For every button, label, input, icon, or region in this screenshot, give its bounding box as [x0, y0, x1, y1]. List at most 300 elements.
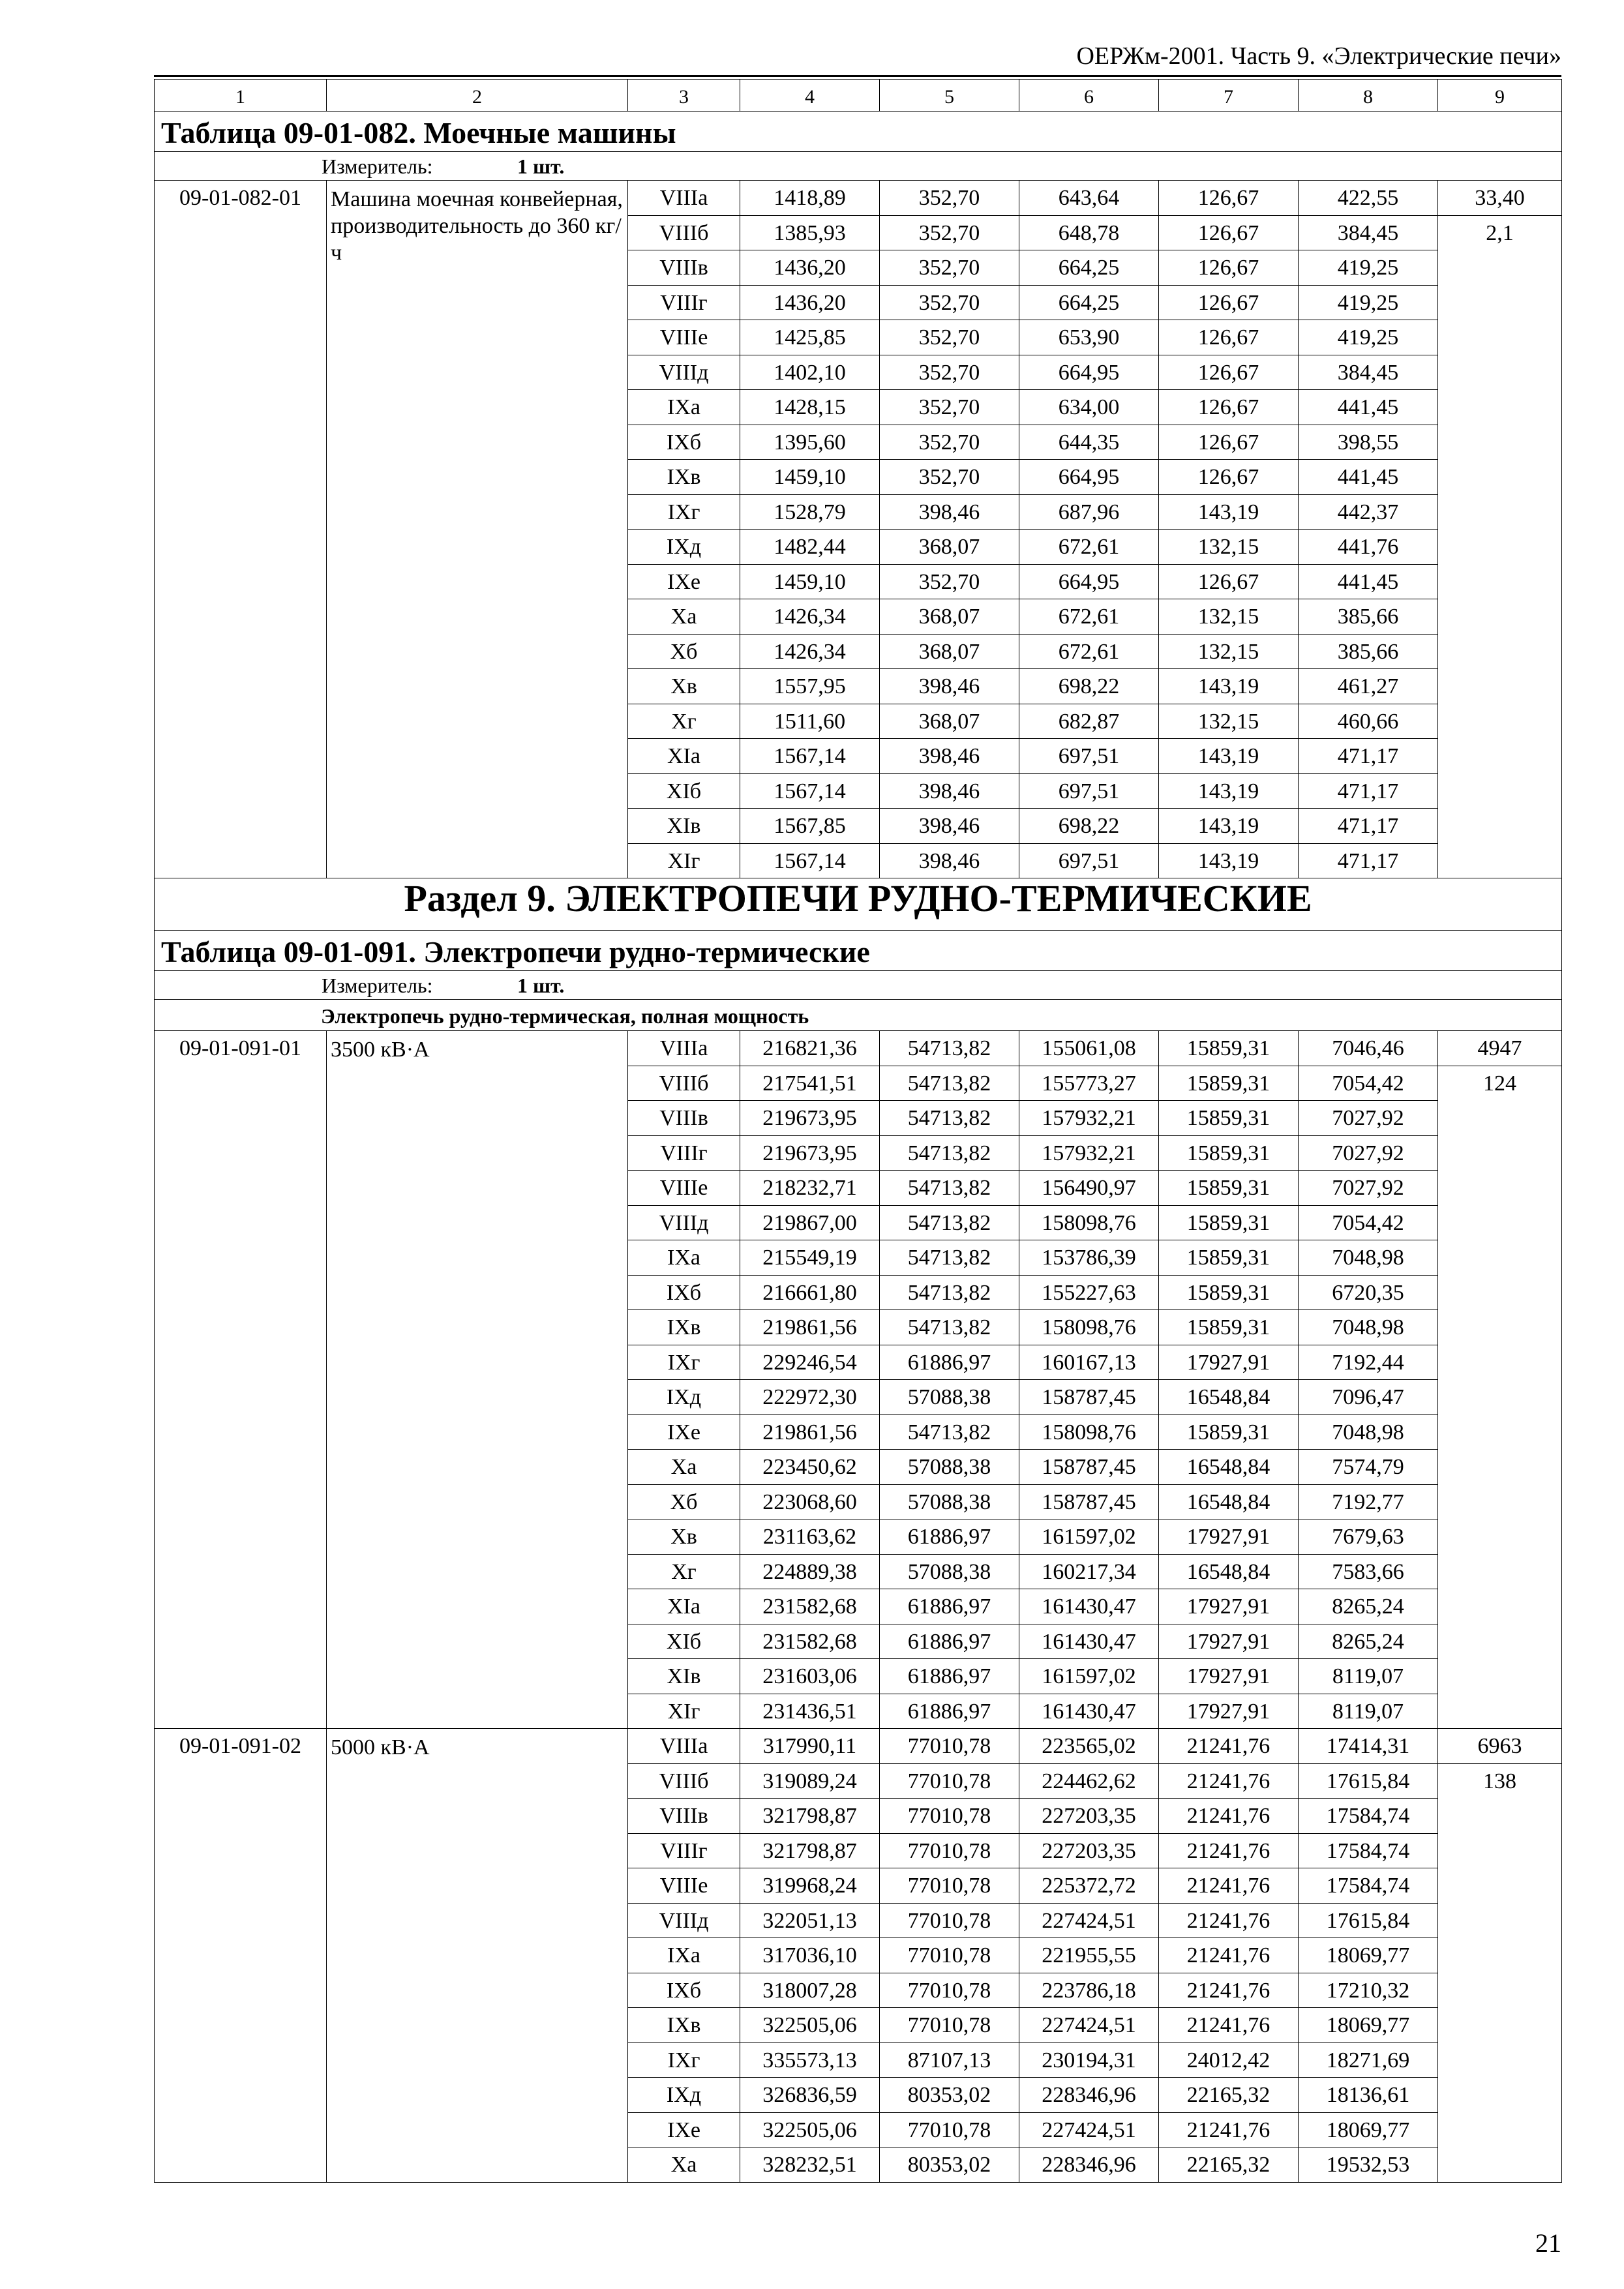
price-cell: 224462,62	[1019, 1763, 1159, 1799]
price-cell: 634,00	[1019, 390, 1159, 425]
price-cell: 54713,82	[880, 1205, 1019, 1240]
price-cell: 21241,76	[1159, 1903, 1299, 1938]
price-cell: 1426,34	[740, 599, 880, 635]
price-cell: 1567,14	[740, 773, 880, 809]
price-cell: 87107,13	[880, 2042, 1019, 2078]
price-cell: 328232,51	[740, 2147, 880, 2183]
price-cell: 57088,38	[880, 1484, 1019, 1519]
price-cell: 155227,63	[1019, 1275, 1159, 1310]
price-cell: 16548,84	[1159, 1484, 1299, 1519]
price-cell: 7048,98	[1299, 1240, 1438, 1276]
price-cell: 231582,68	[740, 1589, 880, 1624]
subheading-row	[155, 1000, 1562, 1031]
price-cell: 161430,47	[1019, 1589, 1159, 1624]
price-cell: 1395,60	[740, 425, 880, 460]
zone-cell: ХIв	[628, 1659, 740, 1694]
price-cell: 7048,98	[1299, 1310, 1438, 1345]
price-cell: 61886,97	[880, 1589, 1019, 1624]
price-cell: 15859,31	[1159, 1101, 1299, 1136]
price-cell: 441,45	[1299, 390, 1438, 425]
price-cell: 15859,31	[1159, 1310, 1299, 1345]
table-row	[155, 1031, 1562, 1066]
price-cell: 321798,87	[740, 1799, 880, 1834]
price-table-body	[155, 80, 1562, 2183]
price-cell: 7679,63	[1299, 1519, 1438, 1555]
price-cell: 231582,68	[740, 1624, 880, 1659]
price-cell: 57088,38	[880, 1380, 1019, 1415]
zone-cell: ХIг	[628, 843, 740, 878]
price-cell: 664,25	[1019, 250, 1159, 286]
price-cell: 8119,07	[1299, 1694, 1438, 1729]
col-number: 8	[1299, 80, 1438, 112]
measure-value: 1 шт.	[517, 974, 565, 997]
price-cell: 7048,98	[1299, 1414, 1438, 1450]
price-cell: 231163,62	[740, 1519, 880, 1555]
price-cell: 219867,00	[740, 1205, 880, 1240]
table-row	[155, 181, 1562, 216]
item-code: 09-01-091-01	[155, 1031, 327, 1729]
price-cell: 126,67	[1159, 390, 1299, 425]
price-cell: 1567,14	[740, 843, 880, 878]
col-number: 3	[628, 80, 740, 112]
price-cell: 8119,07	[1299, 1659, 1438, 1694]
price-cell: 61886,97	[880, 1659, 1019, 1694]
price-cell: 153786,39	[1019, 1240, 1159, 1276]
price-cell: 61886,97	[880, 1519, 1019, 1555]
price-cell: 1528,79	[740, 494, 880, 530]
col-number: 6	[1019, 80, 1159, 112]
price-cell: 1402,10	[740, 355, 880, 390]
zone-cell: VIIIе	[628, 1171, 740, 1206]
price-cell: 653,90	[1019, 320, 1159, 355]
price-cell: 352,70	[880, 390, 1019, 425]
price-cell: 219861,56	[740, 1310, 880, 1345]
price-cell: 471,17	[1299, 739, 1438, 774]
price-cell: 157932,21	[1019, 1135, 1159, 1171]
price-cell: 441,45	[1299, 460, 1438, 495]
col-number: 1	[155, 80, 327, 112]
price-cell: 228346,96	[1019, 2147, 1159, 2183]
price-cell: 223786,18	[1019, 1973, 1159, 2008]
zone-cell: VIIIд	[628, 1903, 740, 1938]
price-cell: 471,17	[1299, 809, 1438, 844]
price-cell: 1557,95	[740, 669, 880, 704]
price-cell: 77010,78	[880, 2008, 1019, 2043]
price-cell: 422,55	[1299, 181, 1438, 216]
price-cell: 352,70	[880, 460, 1019, 495]
price-cell: 1511,60	[740, 704, 880, 739]
col9-value: 4947	[1438, 1031, 1562, 1066]
price-cell: 1482,44	[740, 530, 880, 565]
price-cell: 17927,91	[1159, 1589, 1299, 1624]
price-cell: 21241,76	[1159, 1799, 1299, 1834]
price-cell: 17584,74	[1299, 1799, 1438, 1834]
zone-cell: VIIIв	[628, 1101, 740, 1136]
zone-cell: ХIг	[628, 1694, 740, 1729]
measure-row	[155, 152, 1562, 181]
price-cell: 471,17	[1299, 773, 1438, 809]
zone-cell: VIIIа	[628, 1031, 740, 1066]
price-cell: 1385,93	[740, 215, 880, 250]
price-cell: 126,67	[1159, 285, 1299, 320]
item-name: 5000 кВ·А	[327, 1729, 628, 2183]
table-title-row	[155, 931, 1562, 971]
price-cell: 54713,82	[880, 1414, 1019, 1450]
price-cell: 398,46	[880, 739, 1019, 774]
price-cell: 7054,42	[1299, 1066, 1438, 1101]
price-cell: 17615,84	[1299, 1903, 1438, 1938]
zone-cell: VIIIб	[628, 1066, 740, 1101]
column-number-row	[155, 80, 1562, 112]
price-cell: 398,46	[880, 669, 1019, 704]
price-cell: 643,64	[1019, 181, 1159, 216]
price-cell: 419,25	[1299, 320, 1438, 355]
price-cell: 158787,45	[1019, 1484, 1159, 1519]
price-cell: 17414,31	[1299, 1729, 1438, 1764]
price-cell: 132,15	[1159, 634, 1299, 669]
price-cell: 221955,55	[1019, 1938, 1159, 1973]
price-cell: 217541,51	[740, 1066, 880, 1101]
price-cell: 21241,76	[1159, 1763, 1299, 1799]
price-cell: 15859,31	[1159, 1240, 1299, 1276]
col9-value: 138	[1438, 1763, 1562, 2182]
price-cell: 7027,92	[1299, 1171, 1438, 1206]
price-cell: 21241,76	[1159, 1973, 1299, 2008]
zone-cell: ХIб	[628, 773, 740, 809]
price-cell: 54713,82	[880, 1031, 1019, 1066]
price-cell: 158098,76	[1019, 1310, 1159, 1345]
price-cell: 352,70	[880, 181, 1019, 216]
col9-value: 33,40	[1438, 181, 1562, 216]
col9-value: 6963	[1438, 1729, 1562, 1764]
price-cell: 17210,32	[1299, 1973, 1438, 2008]
price-cell: 352,70	[880, 285, 1019, 320]
price-cell: 15859,31	[1159, 1135, 1299, 1171]
price-cell: 227424,51	[1019, 2112, 1159, 2147]
zone-cell: IХа	[628, 390, 740, 425]
price-cell: 158787,45	[1019, 1380, 1159, 1415]
price-cell: 54713,82	[880, 1171, 1019, 1206]
price-cell: 61886,97	[880, 1345, 1019, 1380]
price-cell: 352,70	[880, 425, 1019, 460]
measure-cell	[155, 971, 1562, 1000]
price-cell: 21241,76	[1159, 1938, 1299, 1973]
zone-cell: IХд	[628, 2078, 740, 2113]
price-cell: 7096,47	[1299, 1380, 1438, 1415]
price-cell: 161597,02	[1019, 1659, 1159, 1694]
col-number: 7	[1159, 80, 1299, 112]
price-cell: 352,70	[880, 564, 1019, 599]
zone-cell: VIIIе	[628, 320, 740, 355]
price-cell: 77010,78	[880, 1799, 1019, 1834]
price-cell: 19532,53	[1299, 2147, 1438, 2183]
price-cell: 218232,71	[740, 1171, 880, 1206]
zone-cell: VIIIг	[628, 1833, 740, 1868]
price-cell: 24012,42	[1159, 2042, 1299, 2078]
measure-cell	[155, 152, 1562, 181]
price-cell: 54713,82	[880, 1310, 1019, 1345]
price-cell: 222972,30	[740, 1380, 880, 1415]
measure-label: Измеритель:	[322, 974, 433, 997]
price-cell: 61886,97	[880, 1694, 1019, 1729]
price-cell: 322505,06	[740, 2112, 880, 2147]
col-number: 2	[327, 80, 628, 112]
price-cell: 698,22	[1019, 809, 1159, 844]
table-row	[155, 1729, 1562, 1764]
price-cell: 398,46	[880, 773, 1019, 809]
price-cell: 126,67	[1159, 320, 1299, 355]
price-cell: 17615,84	[1299, 1763, 1438, 1799]
price-cell: 54713,82	[880, 1066, 1019, 1101]
price-cell: 126,67	[1159, 460, 1299, 495]
header-rule	[154, 75, 1561, 77]
price-cell: 368,07	[880, 530, 1019, 565]
price-cell: 219673,95	[740, 1135, 880, 1171]
zone-cell: VIIIа	[628, 181, 740, 216]
zone-cell: Хв	[628, 669, 740, 704]
zone-cell: VIIIв	[628, 250, 740, 286]
price-cell: 352,70	[880, 250, 1019, 286]
price-cell: 22165,32	[1159, 2147, 1299, 2183]
price-cell: 54713,82	[880, 1275, 1019, 1310]
price-cell: 398,46	[880, 494, 1019, 530]
price-cell: 317990,11	[740, 1729, 880, 1764]
price-cell: 697,51	[1019, 773, 1159, 809]
zone-cell: IХв	[628, 1310, 740, 1345]
price-cell: 419,25	[1299, 285, 1438, 320]
price-cell: 216821,36	[740, 1031, 880, 1066]
price-cell: 143,19	[1159, 809, 1299, 844]
price-cell: 143,19	[1159, 494, 1299, 530]
price-cell: 77010,78	[880, 1938, 1019, 1973]
zone-cell: IХб	[628, 1275, 740, 1310]
zone-cell: Ха	[628, 599, 740, 635]
price-cell: 155061,08	[1019, 1031, 1159, 1066]
zone-cell: Хв	[628, 1519, 740, 1555]
price-cell: 1436,20	[740, 285, 880, 320]
zone-cell: VIIIе	[628, 1868, 740, 1904]
price-cell: 57088,38	[880, 1450, 1019, 1485]
price-cell: 15859,31	[1159, 1066, 1299, 1101]
price-cell: 18069,77	[1299, 2112, 1438, 2147]
zone-cell: VIIIг	[628, 285, 740, 320]
price-cell: 77010,78	[880, 1903, 1019, 1938]
price-cell: 158098,76	[1019, 1414, 1159, 1450]
price-cell: 368,07	[880, 704, 1019, 739]
zone-cell: VIIIб	[628, 215, 740, 250]
price-table-container	[154, 79, 1561, 2183]
price-cell: 224889,38	[740, 1554, 880, 1589]
col9-value: 124	[1438, 1066, 1562, 1729]
price-cell: 644,35	[1019, 425, 1159, 460]
price-cell: 21241,76	[1159, 2008, 1299, 2043]
price-cell: 384,45	[1299, 215, 1438, 250]
price-cell: 17927,91	[1159, 1345, 1299, 1380]
price-cell: 160167,13	[1019, 1345, 1159, 1380]
price-cell: 1418,89	[740, 181, 880, 216]
page-number: 21	[1535, 2228, 1561, 2258]
price-cell: 7046,46	[1299, 1031, 1438, 1066]
price-cell: 697,51	[1019, 843, 1159, 878]
item-name: Машина моечная конвейерная, производительность до 360 кг/ч	[327, 181, 628, 878]
price-cell: 398,46	[880, 809, 1019, 844]
price-cell: 126,67	[1159, 181, 1299, 216]
table-title: Таблица 09-01-082. Моечные машины	[155, 112, 1562, 152]
price-cell: 672,61	[1019, 634, 1159, 669]
price-cell: 322505,06	[740, 2008, 880, 2043]
price-cell: 21241,76	[1159, 2112, 1299, 2147]
price-cell: 227424,51	[1019, 2008, 1159, 2043]
price-cell: 225372,72	[1019, 1868, 1159, 1904]
price-cell: 15859,31	[1159, 1275, 1299, 1310]
price-cell: 664,95	[1019, 460, 1159, 495]
price-cell: 419,25	[1299, 250, 1438, 286]
col-number: 4	[740, 80, 880, 112]
subheading: Электропечь рудно-термическая, полная мощность	[155, 1000, 1562, 1031]
price-cell: 126,67	[1159, 425, 1299, 460]
price-cell: 61886,97	[880, 1624, 1019, 1659]
zone-cell: VIIIв	[628, 1799, 740, 1834]
price-cell: 1567,14	[740, 739, 880, 774]
price-cell: 219861,56	[740, 1414, 880, 1450]
table-title: Таблица 09-01-091. Электропечи рудно-термические	[155, 931, 1562, 971]
price-cell: 17584,74	[1299, 1833, 1438, 1868]
price-cell: 16548,84	[1159, 1380, 1299, 1415]
zone-cell: IХг	[628, 494, 740, 530]
zone-cell: IХд	[628, 1380, 740, 1415]
price-cell: 80353,02	[880, 2147, 1019, 2183]
price-cell: 672,61	[1019, 530, 1159, 565]
price-cell: 326836,59	[740, 2078, 880, 2113]
price-cell: 18136,61	[1299, 2078, 1438, 2113]
item-code: 09-01-082-01	[155, 181, 327, 878]
price-cell: 319089,24	[740, 1763, 880, 1799]
col9-value: 2,1	[1438, 215, 1562, 878]
price-cell: 6720,35	[1299, 1275, 1438, 1310]
price-cell: 317036,10	[740, 1938, 880, 1973]
price-cell: 7027,92	[1299, 1135, 1438, 1171]
price-cell: 319968,24	[740, 1868, 880, 1904]
price-cell: 398,46	[880, 843, 1019, 878]
price-cell: 1459,10	[740, 564, 880, 599]
zone-cell: Хг	[628, 704, 740, 739]
price-cell: 17927,91	[1159, 1694, 1299, 1729]
zone-cell: IХг	[628, 1345, 740, 1380]
price-cell: 441,45	[1299, 564, 1438, 599]
zone-cell: Хг	[628, 1554, 740, 1589]
price-cell: 648,78	[1019, 215, 1159, 250]
price-cell: 77010,78	[880, 1973, 1019, 2008]
price-cell: 687,96	[1019, 494, 1159, 530]
price-cell: 1567,85	[740, 809, 880, 844]
price-cell: 219673,95	[740, 1101, 880, 1136]
zone-cell: VIIIа	[628, 1729, 740, 1764]
price-cell: 161430,47	[1019, 1694, 1159, 1729]
zone-cell: IХг	[628, 2042, 740, 2078]
price-cell: 126,67	[1159, 215, 1299, 250]
price-cell: 161597,02	[1019, 1519, 1159, 1555]
zone-cell: IХб	[628, 425, 740, 460]
price-cell: 672,61	[1019, 599, 1159, 635]
price-cell: 385,66	[1299, 634, 1438, 669]
price-cell: 77010,78	[880, 1763, 1019, 1799]
zone-cell: VIIIд	[628, 355, 740, 390]
price-cell: 442,37	[1299, 494, 1438, 530]
zone-cell: IХд	[628, 530, 740, 565]
price-cell: 17927,91	[1159, 1519, 1299, 1555]
price-cell: 18069,77	[1299, 1938, 1438, 1973]
price-cell: 7054,42	[1299, 1205, 1438, 1240]
price-cell: 8265,24	[1299, 1589, 1438, 1624]
price-cell: 21241,76	[1159, 1729, 1299, 1764]
price-cell: 21241,76	[1159, 1868, 1299, 1904]
price-cell: 15859,31	[1159, 1414, 1299, 1450]
price-cell: 384,45	[1299, 355, 1438, 390]
price-cell: 126,67	[1159, 564, 1299, 599]
price-cell: 664,95	[1019, 564, 1159, 599]
price-cell: 229246,54	[740, 1345, 880, 1380]
price-cell: 7192,77	[1299, 1484, 1438, 1519]
zone-cell: VIIIд	[628, 1205, 740, 1240]
price-cell: 352,70	[880, 355, 1019, 390]
section-row	[155, 878, 1562, 931]
price-cell: 231436,51	[740, 1694, 880, 1729]
price-cell: 230194,31	[1019, 2042, 1159, 2078]
price-cell: 156490,97	[1019, 1171, 1159, 1206]
price-cell: 697,51	[1019, 739, 1159, 774]
price-cell: 21241,76	[1159, 1833, 1299, 1868]
price-cell: 77010,78	[880, 1833, 1019, 1868]
price-cell: 126,67	[1159, 355, 1299, 390]
price-cell: 7192,44	[1299, 1345, 1438, 1380]
price-cell: 143,19	[1159, 669, 1299, 704]
zone-cell: ХIб	[628, 1624, 740, 1659]
measure-value: 1 шт.	[517, 155, 565, 178]
price-cell: 1459,10	[740, 460, 880, 495]
price-cell: 682,87	[1019, 704, 1159, 739]
price-cell: 441,76	[1299, 530, 1438, 565]
price-cell: 223565,02	[1019, 1729, 1159, 1764]
price-cell: 80353,02	[880, 2078, 1019, 2113]
price-cell: 18069,77	[1299, 2008, 1438, 2043]
measure-label: Измеритель:	[322, 155, 433, 178]
price-cell: 143,19	[1159, 773, 1299, 809]
item-name: 3500 кВ·А	[327, 1031, 628, 1729]
price-cell: 157932,21	[1019, 1101, 1159, 1136]
price-cell: 57088,38	[880, 1554, 1019, 1589]
price-cell: 160217,34	[1019, 1554, 1159, 1589]
price-cell: 698,22	[1019, 669, 1159, 704]
price-cell: 7574,79	[1299, 1450, 1438, 1485]
item-code: 09-01-091-02	[155, 1729, 327, 2183]
price-cell: 54713,82	[880, 1135, 1019, 1171]
col-number: 5	[880, 80, 1019, 112]
price-cell: 132,15	[1159, 704, 1299, 739]
price-cell: 132,15	[1159, 599, 1299, 635]
zone-cell: Ха	[628, 2147, 740, 2183]
price-cell: 8265,24	[1299, 1624, 1438, 1659]
price-cell: 77010,78	[880, 2112, 1019, 2147]
zone-cell: IХв	[628, 2008, 740, 2043]
price-cell: 227203,35	[1019, 1833, 1159, 1868]
price-cell: 161430,47	[1019, 1624, 1159, 1659]
price-cell: 318007,28	[740, 1973, 880, 2008]
price-cell: 17927,91	[1159, 1624, 1299, 1659]
price-cell: 77010,78	[880, 1729, 1019, 1764]
price-cell: 15859,31	[1159, 1205, 1299, 1240]
price-cell: 7583,66	[1299, 1554, 1438, 1589]
zone-cell: Хб	[628, 1484, 740, 1519]
